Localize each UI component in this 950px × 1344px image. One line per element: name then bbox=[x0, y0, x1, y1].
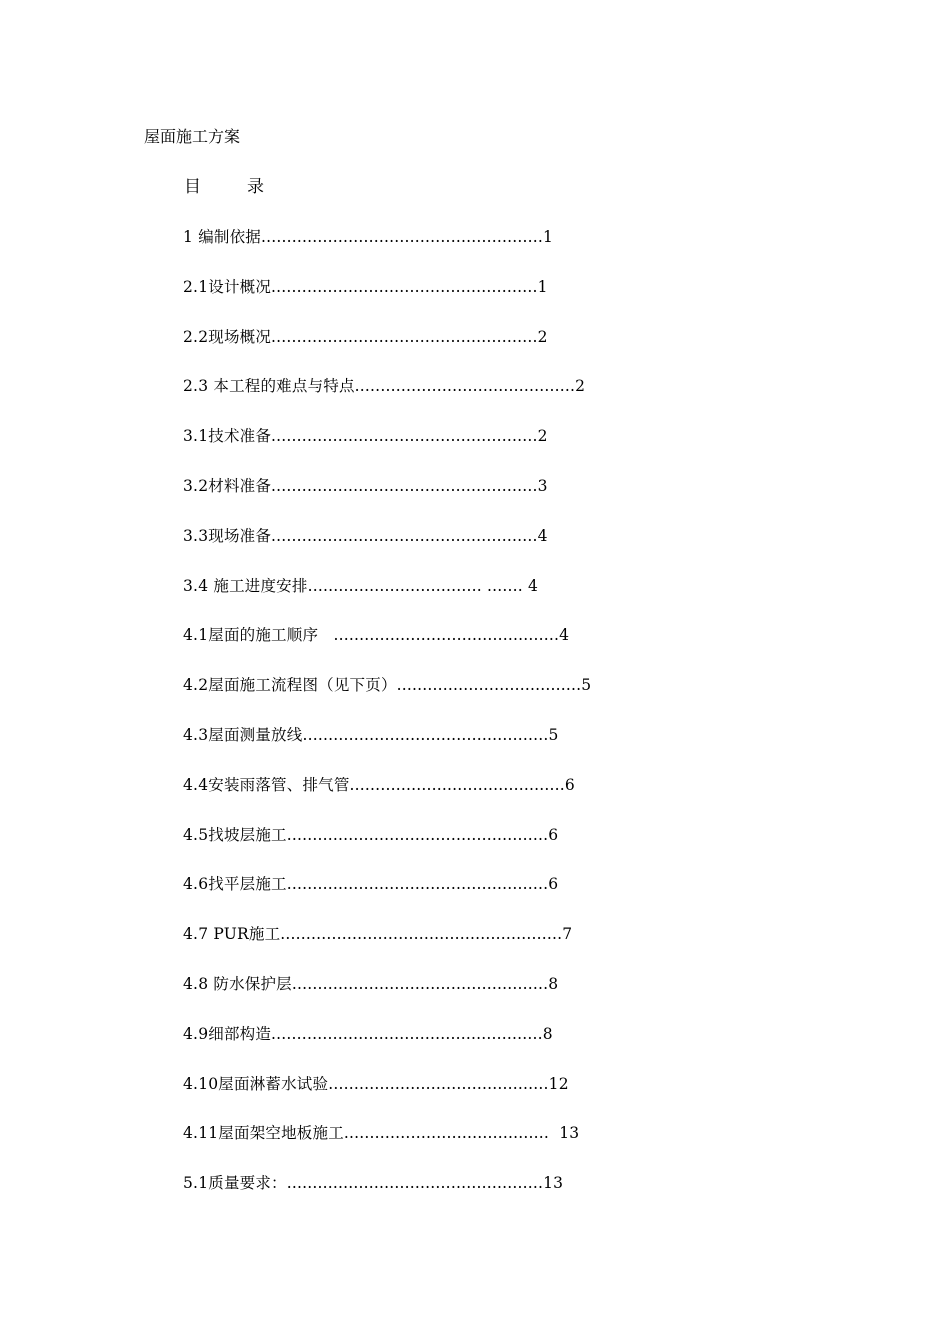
toc-entry-text: 5.1质量要求：..................................................13 bbox=[183, 1174, 564, 1193]
toc-entry[interactable] bbox=[183, 1172, 803, 1222]
toc-entry[interactable] bbox=[183, 674, 803, 724]
toc-entry[interactable] bbox=[183, 375, 803, 425]
toc-heading-char-2: 录 bbox=[247, 177, 264, 197]
toc-entry-text: 4.1屋面的施工顺序 ............................................4 bbox=[183, 626, 570, 645]
toc-entry-text: 4.9细部构造.....................................................8 bbox=[183, 1024, 553, 1043]
toc-heading-char-1: 目 bbox=[184, 177, 201, 197]
toc-entry-text: 3.3现场准备....................................................4 bbox=[183, 526, 548, 545]
toc-entry[interactable] bbox=[183, 425, 803, 475]
toc-entry[interactable] bbox=[183, 1023, 803, 1073]
document-title: 屋面施工方案 bbox=[144, 127, 241, 146]
toc-entry-text: 4.5找坡层施工...................................................6 bbox=[183, 825, 559, 844]
toc-entry-text: 3.2材料准备....................................................3 bbox=[183, 476, 548, 495]
table-of-contents bbox=[183, 226, 803, 1222]
toc-entry[interactable] bbox=[183, 774, 803, 824]
toc-entry[interactable] bbox=[183, 475, 803, 525]
toc-entry[interactable] bbox=[183, 973, 803, 1023]
toc-entry-text: 4.4安装雨落管、排气管..........................................6 bbox=[183, 775, 575, 794]
toc-entry[interactable] bbox=[183, 923, 803, 973]
toc-entry[interactable] bbox=[183, 326, 803, 376]
toc-entry[interactable] bbox=[183, 1122, 803, 1172]
toc-entry[interactable] bbox=[183, 724, 803, 774]
toc-entry-text: 2.1设计概况....................................................1 bbox=[183, 277, 548, 296]
toc-entry-text: 4.8 防水保护层..................................................8 bbox=[183, 974, 559, 993]
toc-entry-text: 4.7 PUR施工.......................................................7 bbox=[183, 925, 573, 944]
toc-entry[interactable] bbox=[183, 824, 803, 874]
toc-entry-text: 4.11屋面架空地板施工........................................ 13 bbox=[183, 1124, 580, 1143]
toc-heading bbox=[184, 175, 264, 199]
toc-entry-text: 2.3 本工程的难点与特点...........................................2 bbox=[183, 377, 586, 396]
toc-entry[interactable] bbox=[183, 873, 803, 923]
toc-entry[interactable] bbox=[183, 276, 803, 326]
toc-entry[interactable] bbox=[183, 575, 803, 625]
toc-entry-text: 4.6找平层施工...................................................6 bbox=[183, 875, 559, 894]
toc-entry[interactable] bbox=[183, 226, 803, 276]
toc-entry-text: 4.3屋面测量放线................................................5 bbox=[183, 725, 559, 744]
toc-entry-text: 4.2屋面施工流程图（见下页）....................................5 bbox=[183, 676, 592, 695]
toc-entry-text: 2.2现场概况....................................................2 bbox=[183, 327, 548, 346]
toc-entry[interactable] bbox=[183, 1073, 803, 1123]
toc-entry-text: 3.4 施工进度安排.................................. ....... 4 bbox=[183, 576, 539, 595]
toc-entry[interactable] bbox=[183, 624, 803, 674]
toc-entry[interactable] bbox=[183, 525, 803, 575]
toc-entry-text: 1 编制依据.......................................................1 bbox=[183, 228, 554, 246]
toc-entry-text: 3.1技术准备....................................................2 bbox=[183, 427, 548, 446]
toc-entry-text: 4.10屋面淋蓄水试验...........................................12 bbox=[183, 1074, 569, 1093]
